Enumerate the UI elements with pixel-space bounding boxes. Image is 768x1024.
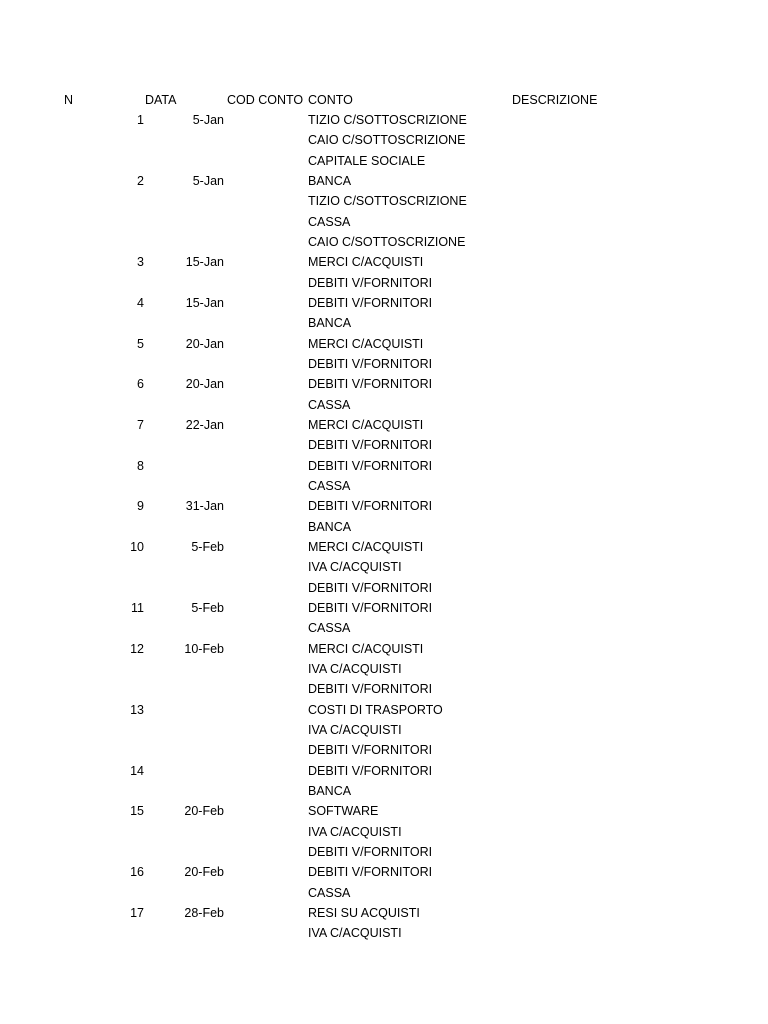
cell-data[interactable]: 5-Jan bbox=[192, 113, 224, 127]
table-row bbox=[0, 232, 768, 252]
cell-n[interactable]: 16 bbox=[130, 865, 144, 880]
cell-conto[interactable]: RESI SU ACQUISTI bbox=[308, 905, 420, 920]
table-row bbox=[0, 923, 768, 943]
table-row bbox=[0, 212, 768, 232]
cell-data[interactable] bbox=[146, 659, 224, 679]
cell-n[interactable] bbox=[64, 659, 144, 679]
cell-data[interactable] bbox=[146, 313, 224, 333]
table-row bbox=[0, 273, 768, 293]
cell-data[interactable]: 10-Feb bbox=[184, 641, 224, 656]
cell-n[interactable]: 10 bbox=[130, 539, 144, 554]
cell-data[interactable] bbox=[146, 618, 224, 638]
cell-data[interactable]: 5-Feb bbox=[191, 600, 224, 615]
header-n[interactable]: N bbox=[64, 93, 74, 107]
cell-data[interactable] bbox=[146, 232, 224, 252]
cell-data[interactable] bbox=[146, 740, 224, 760]
cell-conto[interactable]: IVA C/ACQUISTI bbox=[308, 560, 402, 575]
cell-n[interactable] bbox=[64, 232, 144, 252]
cell-conto[interactable]: MERCI C/ACQUISTI bbox=[308, 417, 424, 432]
cell-data[interactable] bbox=[146, 679, 224, 699]
table-row bbox=[0, 740, 768, 760]
cell-n[interactable]: 4 bbox=[137, 295, 144, 310]
cell-n[interactable]: 9 bbox=[137, 499, 144, 514]
table-row bbox=[0, 761, 768, 781]
cell-n[interactable]: 8 bbox=[137, 458, 144, 473]
cell-conto[interactable]: CASSA bbox=[308, 214, 351, 229]
table-row bbox=[0, 842, 768, 862]
cell-conto[interactable]: MERCI C/ACQUISTI bbox=[308, 539, 424, 554]
cell-n[interactable]: 5 bbox=[137, 336, 144, 351]
cell-n[interactable] bbox=[64, 313, 144, 333]
cell-data[interactable] bbox=[146, 212, 224, 232]
table-row bbox=[0, 618, 768, 638]
table-row bbox=[0, 801, 768, 821]
cell-data[interactable]: 20-Feb bbox=[184, 804, 224, 819]
cell-n[interactable]: 17 bbox=[130, 905, 144, 920]
table-row bbox=[0, 395, 768, 415]
cell-conto[interactable]: IVA C/ACQUISTI bbox=[308, 926, 402, 941]
table-row bbox=[0, 659, 768, 679]
cell-n[interactable]: 2 bbox=[137, 173, 144, 188]
cell-data[interactable]: 5-Feb bbox=[191, 539, 224, 554]
cell-data[interactable] bbox=[146, 822, 224, 842]
table-row bbox=[0, 151, 768, 171]
cell-data[interactable]: 28-Feb bbox=[184, 905, 224, 920]
cell-n[interactable] bbox=[64, 273, 144, 293]
cell-conto[interactable]: DEBITI V/FORNITORI bbox=[308, 499, 433, 514]
cell-n[interactable] bbox=[64, 212, 144, 232]
cell-conto[interactable]: IVA C/ACQUISTI bbox=[308, 824, 402, 839]
cell-conto[interactable]: CAIO C/SOTTOSCRIZIONE bbox=[308, 234, 466, 249]
table-row bbox=[0, 903, 768, 923]
table-row bbox=[0, 598, 768, 618]
cell-conto[interactable]: BANCA bbox=[308, 783, 352, 798]
table-row bbox=[0, 415, 768, 435]
cell-n[interactable] bbox=[64, 557, 144, 577]
header-conto[interactable]: CONTO bbox=[308, 93, 353, 107]
cell-n[interactable]: 7 bbox=[137, 417, 144, 432]
table-row bbox=[0, 191, 768, 211]
table-row bbox=[0, 334, 768, 354]
cell-n[interactable]: 11 bbox=[131, 600, 144, 615]
table-row bbox=[0, 679, 768, 699]
table-row bbox=[0, 313, 768, 333]
cell-conto[interactable]: CASSA bbox=[308, 885, 351, 900]
header-row bbox=[0, 90, 768, 110]
cell-n[interactable] bbox=[64, 679, 144, 699]
cell-conto[interactable]: BANCA bbox=[308, 519, 352, 534]
cell-n[interactable] bbox=[64, 395, 144, 415]
table-row bbox=[0, 781, 768, 801]
cell-conto[interactable]: DEBITI V/FORNITORI bbox=[308, 377, 433, 392]
cell-conto[interactable]: BANCA bbox=[308, 173, 352, 188]
cell-conto[interactable]: COSTI DI TRASPORTO bbox=[308, 702, 443, 717]
cell-data[interactable] bbox=[146, 578, 224, 598]
cell-conto[interactable]: DEBITI V/FORNITORI bbox=[308, 438, 433, 453]
cell-data[interactable]: 20-Feb bbox=[184, 865, 224, 880]
cell-n[interactable] bbox=[64, 781, 144, 801]
header-data[interactable]: DATA bbox=[145, 93, 177, 107]
cell-data[interactable]: 20-Jan bbox=[185, 377, 224, 392]
table-row bbox=[0, 130, 768, 150]
cell-data[interactable]: 22-Jan bbox=[185, 417, 224, 432]
cell-n[interactable] bbox=[64, 517, 144, 537]
table-row bbox=[0, 252, 768, 272]
cell-n[interactable]: 6 bbox=[137, 377, 144, 392]
cell-conto[interactable]: MERCI C/ACQUISTI bbox=[308, 255, 424, 270]
cell-n[interactable]: 13 bbox=[130, 702, 144, 717]
cell-data[interactable]: 15-Jan bbox=[185, 255, 224, 270]
table-row bbox=[0, 720, 768, 740]
cell-data[interactable] bbox=[146, 395, 224, 415]
cell-data[interactable] bbox=[146, 435, 224, 455]
table-row bbox=[0, 476, 768, 496]
table-row bbox=[0, 456, 768, 476]
cell-conto[interactable]: MERCI C/ACQUISTI bbox=[308, 336, 424, 351]
table-row bbox=[0, 293, 768, 313]
cell-data[interactable]: 5-Jan bbox=[192, 173, 224, 188]
cell-data[interactable] bbox=[146, 842, 224, 862]
table-row bbox=[0, 639, 768, 659]
cell-conto[interactable]: DEBITI V/FORNITORI bbox=[308, 763, 433, 778]
cell-conto[interactable]: CASSA bbox=[308, 621, 351, 636]
table-row bbox=[0, 537, 768, 557]
cell-n[interactable] bbox=[64, 618, 144, 638]
cell-conto[interactable]: SOFTWARE bbox=[308, 804, 379, 819]
header-cod-conto[interactable]: COD CONTO bbox=[227, 93, 304, 107]
table-row bbox=[0, 862, 768, 882]
table-row bbox=[0, 557, 768, 577]
cell-n[interactable] bbox=[64, 435, 144, 455]
cell-conto[interactable]: IVA C/ACQUISTI bbox=[308, 661, 402, 676]
cell-data[interactable] bbox=[146, 761, 224, 781]
cell-n[interactable] bbox=[64, 842, 144, 862]
cell-conto[interactable]: CASSA bbox=[308, 397, 351, 412]
cell-conto[interactable]: DEBITI V/FORNITORI bbox=[308, 865, 433, 880]
table-row bbox=[0, 496, 768, 516]
table-row bbox=[0, 883, 768, 903]
cell-data[interactable] bbox=[146, 273, 224, 293]
cell-n[interactable]: 1 bbox=[137, 113, 144, 127]
cell-data[interactable] bbox=[146, 354, 224, 374]
cell-n[interactable] bbox=[64, 740, 144, 760]
cell-n[interactable] bbox=[64, 191, 144, 211]
cell-conto[interactable]: DEBITI V/FORNITORI bbox=[308, 600, 433, 615]
cell-data[interactable] bbox=[146, 923, 224, 943]
table-row bbox=[0, 435, 768, 455]
cell-data[interactable] bbox=[146, 476, 224, 496]
table-row bbox=[0, 578, 768, 598]
header-descrizione[interactable]: DESCRIZIONE bbox=[512, 93, 598, 107]
table-row bbox=[0, 517, 768, 537]
cell-n[interactable]: 15 bbox=[130, 804, 144, 819]
cell-conto[interactable]: DEBITI V/FORNITORI bbox=[308, 743, 433, 758]
cell-data[interactable] bbox=[146, 151, 224, 171]
table-row bbox=[0, 700, 768, 720]
cell-data[interactable]: 20-Jan bbox=[185, 336, 224, 351]
cell-conto[interactable]: DEBITI V/FORNITORI bbox=[308, 356, 433, 371]
cell-conto[interactable]: DEBITI V/FORNITORI bbox=[308, 275, 433, 290]
table-row bbox=[0, 374, 768, 394]
cell-conto[interactable]: DEBITI V/FORNITORI bbox=[308, 682, 433, 697]
cell-data[interactable] bbox=[146, 883, 224, 903]
cell-data[interactable] bbox=[146, 130, 224, 150]
cell-n[interactable] bbox=[64, 130, 144, 150]
cell-n[interactable] bbox=[64, 354, 144, 374]
cell-data[interactable] bbox=[146, 781, 224, 801]
cell-n[interactable] bbox=[64, 578, 144, 598]
cell-conto[interactable]: TIZIO C/SOTTOSCRIZIONE bbox=[308, 194, 467, 209]
cell-data[interactable] bbox=[146, 456, 224, 476]
cell-n[interactable] bbox=[64, 923, 144, 943]
cell-conto[interactable]: MERCI C/ACQUISTI bbox=[308, 641, 424, 656]
cell-n[interactable]: 14 bbox=[130, 763, 144, 778]
cell-n[interactable] bbox=[64, 151, 144, 171]
cell-n[interactable] bbox=[64, 476, 144, 496]
cell-n[interactable]: 12 bbox=[130, 641, 144, 656]
cell-data[interactable] bbox=[146, 720, 224, 740]
cell-n[interactable] bbox=[64, 822, 144, 842]
cell-data[interactable] bbox=[146, 557, 224, 577]
cell-conto[interactable]: CAPITALE SOCIALE bbox=[308, 153, 426, 168]
table-row bbox=[0, 354, 768, 374]
cell-conto[interactable]: BANCA bbox=[308, 316, 352, 331]
table-row bbox=[0, 171, 768, 191]
cell-conto[interactable]: DEBITI V/FORNITORI bbox=[308, 458, 433, 473]
cell-conto[interactable]: CAIO C/SOTTOSCRIZIONE bbox=[308, 133, 466, 148]
table-row bbox=[0, 110, 768, 130]
cell-data[interactable]: 15-Jan bbox=[185, 295, 224, 310]
cell-conto[interactable]: DEBITI V/FORNITORI bbox=[308, 580, 433, 595]
cell-conto[interactable]: DEBITI V/FORNITORI bbox=[308, 295, 433, 310]
cell-conto[interactable]: TIZIO C/SOTTOSCRIZIONE bbox=[308, 113, 467, 127]
cell-conto[interactable]: CASSA bbox=[308, 478, 351, 493]
cell-data[interactable] bbox=[146, 191, 224, 211]
cell-n[interactable]: 3 bbox=[137, 255, 144, 270]
cell-data[interactable] bbox=[146, 517, 224, 537]
cell-n[interactable] bbox=[64, 883, 144, 903]
table-row bbox=[0, 822, 768, 842]
cell-n[interactable] bbox=[64, 720, 144, 740]
cell-data[interactable]: 31-Jan bbox=[185, 499, 224, 514]
cell-data[interactable] bbox=[146, 700, 224, 720]
cell-conto[interactable]: DEBITI V/FORNITORI bbox=[308, 844, 433, 859]
cell-conto[interactable]: IVA C/ACQUISTI bbox=[308, 722, 402, 737]
